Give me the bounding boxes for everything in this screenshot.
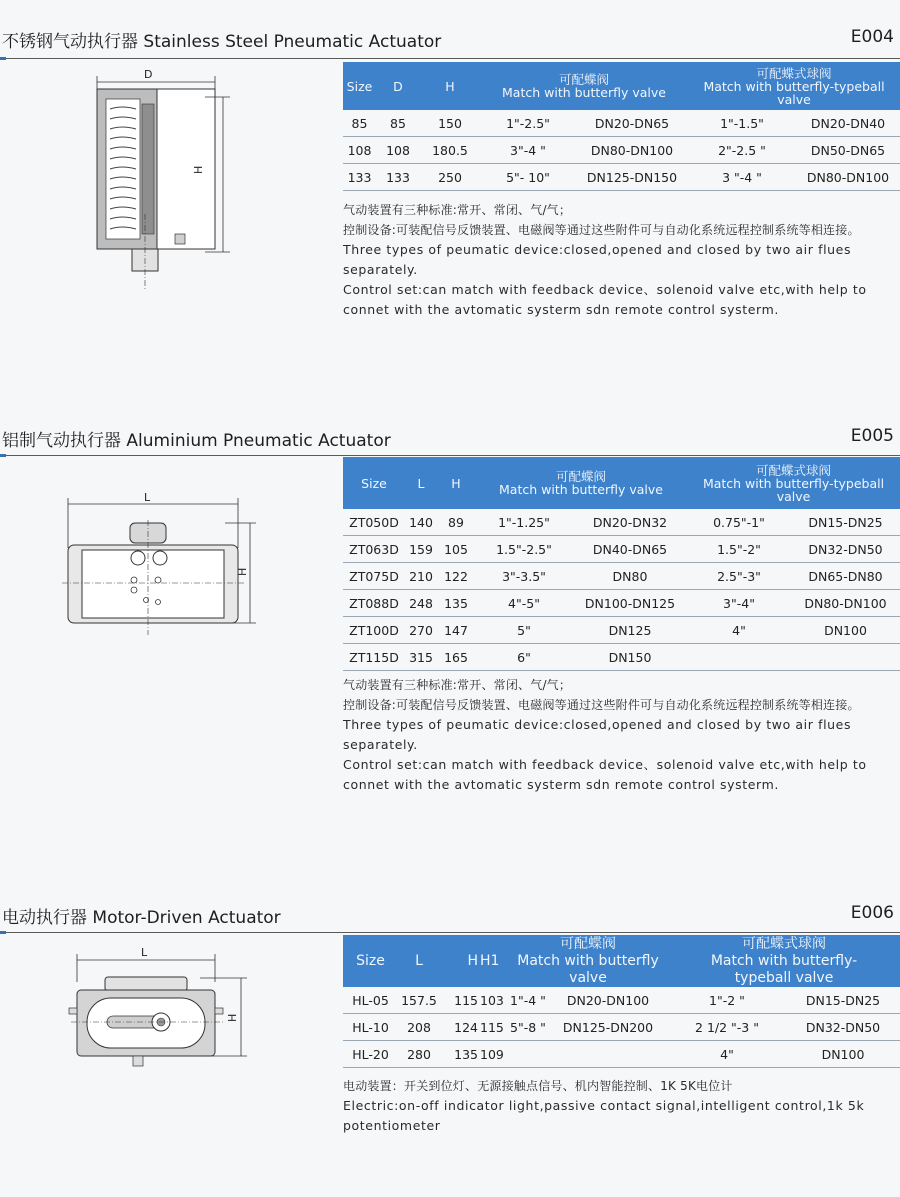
- note-cn-standards: 气动装置有三种标准:常开、常闭、气/气；: [343, 678, 572, 692]
- section-header: [0, 27, 900, 55]
- table-body: [343, 110, 900, 191]
- title-en: Stainless Steel Pneumatic Actuator: [143, 32, 442, 52]
- stainless-actuator-drawing: [80, 64, 240, 294]
- header-l: L: [405, 457, 437, 509]
- table-body: [343, 509, 900, 671]
- header-size: Size: [343, 935, 398, 987]
- section-header: [0, 426, 900, 454]
- product-code: E004: [850, 27, 894, 47]
- header-h: H: [440, 935, 480, 987]
- header-butterfly-ball-valve: 可配蝶式球阀 Match with butterfly-typeball valve: [688, 62, 900, 110]
- header-d: D: [376, 62, 420, 110]
- note-en-control: Control set:can match with feedback device、solenoid valve etc,with help to connet with the avtomatic systerm sdn remote control systerm.: [343, 282, 867, 317]
- header-butterfly-valve: 可配蝶阀 Match with butterfly valve: [475, 457, 687, 509]
- table-body: [343, 987, 900, 1068]
- motor-actuator-drawing: [65, 942, 255, 1072]
- dim-d-label: D: [144, 68, 153, 81]
- header-butterfly-valve: 可配蝶阀 Match with butterfly valve: [480, 62, 688, 110]
- title-cn: 电动执行器: [2, 908, 87, 928]
- note-en-electric: Electric:on-off indicator light,passive contact signal,intelligent control,1k 5k potentiometer: [343, 1098, 865, 1133]
- header-h: H: [420, 62, 480, 110]
- section-divider: [0, 58, 900, 59]
- section-stainless-steel-actuator: [0, 0, 900, 400]
- header-h: H: [437, 457, 475, 509]
- table-row: HL-10 208 124 115 5"-8 " DN125-DN200 2 1/2 "-3 " DN32-DN50: [343, 1014, 900, 1041]
- product-code: E005: [850, 426, 894, 446]
- table-row: HL-05 157.5 115 103 1"-4 " DN20-DN100 1"-2 " DN15-DN25: [343, 987, 900, 1014]
- header-size: Size: [343, 62, 376, 110]
- section-title: [2, 903, 281, 928]
- note-en-control: Control set:can match with feedback device、solenoid valve etc,with help to connet with the avtomatic systerm sdn remote control systerm.: [343, 757, 867, 792]
- title-cn: 铝制气动执行器: [2, 431, 121, 451]
- header-butterfly-ball-valve: 可配蝶式球阀 Match with butterfly- typeball valve: [668, 935, 900, 987]
- notes: [343, 200, 899, 320]
- table-row: ZT115D 315 165 6" DN150: [343, 644, 900, 671]
- notes: [343, 1076, 899, 1136]
- header-h1: H1: [480, 935, 508, 987]
- table-row: 108 108 180.5 3"-4 " DN80-DN100 2"-2.5 " DN50-DN65: [343, 137, 900, 164]
- table-row: 133 133 250 5"- 10" DN125-DN150 3 "-4 " DN80-DN100: [343, 164, 900, 191]
- product-code: E006: [850, 903, 894, 923]
- spec-table: [343, 935, 900, 1068]
- table-row: 85 85 150 1"-2.5" DN20-DN65 1"-1.5" DN20-DN40: [343, 110, 900, 137]
- notes: [343, 675, 899, 795]
- note-cn-control: 控制设备:可装配信号反馈装置、电磁阀等通过这些附件可与自动化系统远程控制系统等相连接。: [343, 223, 860, 237]
- section-divider: [0, 932, 900, 933]
- dim-l-label: L: [144, 491, 151, 504]
- spec-table: [343, 62, 900, 191]
- note-cn-control: 控制设备:可装配信号反馈装置、电磁阀等通过这些附件可与自动化系统远程控制系统等相连接。: [343, 698, 860, 712]
- header-size: Size: [343, 457, 405, 509]
- table-row: ZT050D 140 89 1"-1.25" DN20-DN32 0.75"-1" DN15-DN25: [343, 509, 900, 536]
- header-butterfly-ball-valve: 可配蝶式球阀 Match with butterfly-typeball valve: [687, 457, 900, 509]
- table-row: ZT063D 159 105 1.5"-2.5" DN40-DN65 1.5"-2" DN32-DN50: [343, 536, 900, 563]
- header-butterfly-valve: 可配蝶阀 Match with butterfly valve: [508, 935, 668, 987]
- section-motor-actuator: [0, 880, 900, 1197]
- section-header: [0, 903, 900, 931]
- dim-h-label: H: [192, 165, 205, 174]
- dim-h-label: H: [226, 1013, 239, 1022]
- table-row: HL-20 280 135 109 4" DN100: [343, 1041, 900, 1068]
- section-divider: [0, 455, 900, 456]
- title-cn: 不锈钢气动执行器: [2, 32, 138, 52]
- note-cn-electric: 电动装置：开关到位灯、无源接触点信号、机内智能控制、1K 5K电位计: [343, 1079, 733, 1093]
- section-title: [2, 426, 391, 451]
- note-en-types: Three types of peumatic device:closed,opened and closed by two air flues separately.: [343, 242, 852, 277]
- spec-table: [343, 457, 900, 671]
- table-row: ZT075D 210 122 3"-3.5" DN80 2.5"-3" DN65-DN80: [343, 563, 900, 590]
- header-l: L: [398, 935, 440, 987]
- section-title: [2, 27, 441, 52]
- table-row: ZT100D 270 147 5" DN125 4" DN100: [343, 617, 900, 644]
- dim-l-label: L: [141, 946, 148, 959]
- dim-h-label: H: [236, 567, 249, 576]
- aluminium-actuator-drawing: [60, 490, 260, 640]
- title-en: Motor-Driven Actuator: [92, 908, 281, 928]
- title-en: Aluminium Pneumatic Actuator: [126, 431, 391, 451]
- section-aluminium-actuator: [0, 400, 900, 880]
- note-en-types: Three types of peumatic device:closed,opened and closed by two air flues separately.: [343, 717, 852, 752]
- note-cn-standards: 气动装置有三种标准:常开、常闭、气/气；: [343, 203, 572, 217]
- table-row: ZT088D 248 135 4"-5" DN100-DN125 3"-4" DN80-DN100: [343, 590, 900, 617]
